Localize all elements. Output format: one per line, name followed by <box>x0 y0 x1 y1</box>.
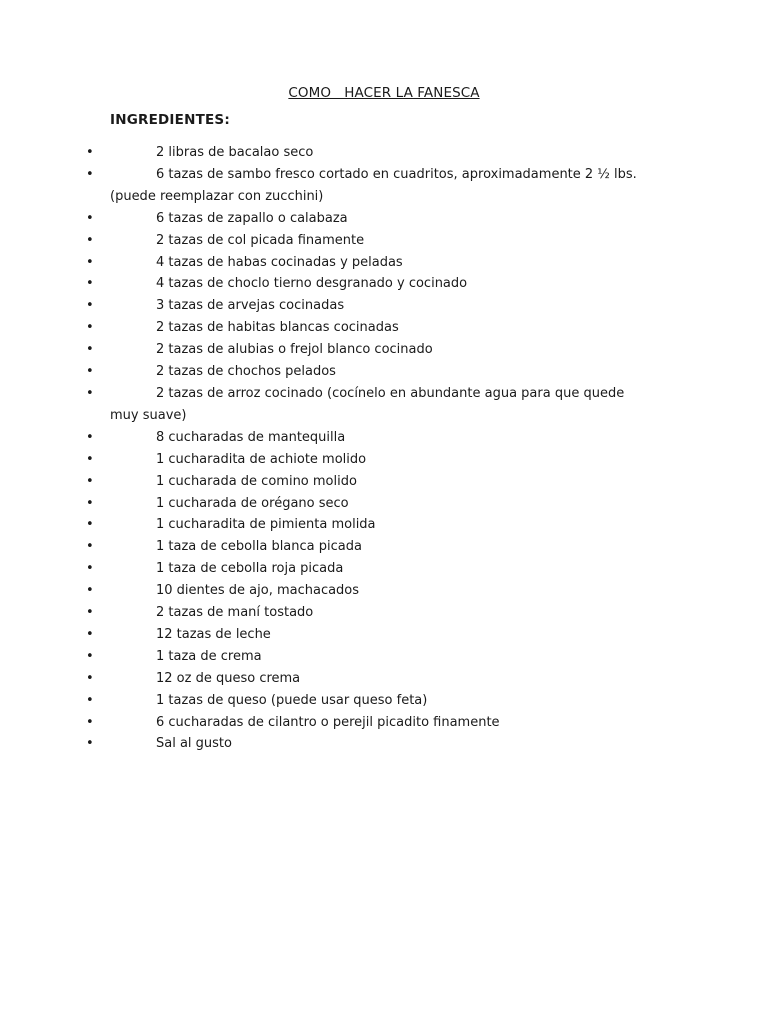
bullet-icon: • <box>86 254 94 270</box>
ingredients-heading: INGREDIENTES: <box>110 112 230 128</box>
ingredient-item <box>0 668 768 690</box>
ingredient-text: 6 tazas de zapallo o calabaza <box>156 210 348 226</box>
ingredient-text: 10 dientes de ajo, machacados <box>156 583 360 599</box>
ingredient-item <box>0 208 768 230</box>
ingredient-text: 12 oz de queso crema <box>156 670 301 686</box>
ingredient-item <box>0 646 768 668</box>
ingredient-text: 6 cucharadas de cilantro o perejil picadito finamente <box>156 714 500 730</box>
ingredient-item <box>0 712 768 734</box>
bullet-icon: • <box>86 232 94 248</box>
ingredient-text: 2 tazas de habitas blancas cocinadas <box>156 320 399 336</box>
ingredient-item <box>0 733 768 755</box>
bullet-icon: • <box>86 605 94 621</box>
bullet-icon: • <box>86 451 94 467</box>
ingredient-text: Sal al gusto <box>156 736 232 752</box>
ingredient-text: 2 tazas de col picada finamente <box>156 232 365 248</box>
ingredient-text: 1 taza de cebolla blanca picada <box>156 539 362 555</box>
ingredient-item <box>0 471 768 493</box>
ingredient-item <box>0 536 768 558</box>
ingredient-text: 4 tazas de choclo tierno desgranado y cocinado <box>156 276 468 292</box>
ingredient-item <box>0 273 768 295</box>
ingredient-item <box>0 252 768 274</box>
ingredient-text: 2 tazas de arroz cocinado (cocínelo en abundante agua para que quede muy suave) <box>110 385 625 423</box>
ingredient-list <box>0 142 768 755</box>
bullet-icon: • <box>86 364 94 380</box>
ingredient-text: 1 cucharada de comino molido <box>156 473 357 489</box>
bullet-icon: • <box>86 626 94 642</box>
ingredient-text: 2 tazas de maní tostado <box>156 605 314 621</box>
bullet-icon: • <box>86 714 94 730</box>
bullet-icon: • <box>86 210 94 226</box>
ingredient-text: 1 taza de cebolla roja picada <box>156 561 344 577</box>
ingredient-item <box>0 361 768 383</box>
bullet-icon: • <box>86 561 94 577</box>
bullet-icon: • <box>86 298 94 314</box>
bullet-icon: • <box>86 320 94 336</box>
ingredient-text: 2 tazas de alubias o frejol blanco cocinado <box>156 342 433 358</box>
document-title: COMO HACER LA FANESCA <box>288 85 480 101</box>
ingredient-item <box>0 449 768 471</box>
ingredient-item <box>0 295 768 317</box>
ingredient-item <box>0 339 768 361</box>
bullet-icon: • <box>86 670 94 686</box>
ingredient-item <box>0 580 768 602</box>
ingredient-text: 1 cucharadita de achiote molido <box>156 451 367 467</box>
ingredient-item <box>0 317 768 339</box>
ingredient-text: 1 cucharadita de pimienta molida <box>156 517 376 533</box>
ingredient-text: 1 taza de crema <box>156 648 262 664</box>
ingredient-text: 1 cucharada de orégano seco <box>156 495 349 511</box>
ingredient-item <box>0 164 768 208</box>
ingredient-item <box>0 690 768 712</box>
ingredient-item <box>0 383 768 427</box>
ingredient-item <box>0 514 768 536</box>
bullet-icon: • <box>86 583 94 599</box>
ingredient-item <box>0 493 768 515</box>
ingredient-item <box>0 230 768 252</box>
bullet-icon: • <box>86 166 94 182</box>
bullet-icon: • <box>86 342 94 358</box>
ingredient-item <box>0 602 768 624</box>
ingredient-text: 3 tazas de arvejas cocinadas <box>156 298 345 314</box>
ingredient-text: 6 tazas de sambo fresco cortado en cuadritos, aproximadamente 2 ½ lbs. (puede reemplazar con zucchini) <box>110 166 637 204</box>
ingredient-text: 4 tazas de habas cocinadas y peladas <box>156 254 403 270</box>
bullet-icon: • <box>86 648 94 664</box>
bullet-icon: • <box>86 385 94 401</box>
bullet-icon: • <box>86 539 94 555</box>
bullet-icon: • <box>86 692 94 708</box>
ingredient-text: 2 tazas de chochos pelados <box>156 364 336 380</box>
ingredient-text: 8 cucharadas de mantequilla <box>156 429 346 445</box>
bullet-icon: • <box>86 495 94 511</box>
ingredient-text: 2 libras de bacalao seco <box>156 145 314 160</box>
bullet-icon: • <box>86 473 94 489</box>
ingredient-item <box>0 624 768 646</box>
ingredient-text: 12 tazas de leche <box>156 626 271 642</box>
bullet-icon: • <box>86 517 94 533</box>
ingredient-item <box>0 558 768 580</box>
bullet-icon: • <box>86 429 94 445</box>
bullet-icon: • <box>86 736 94 752</box>
ingredient-item <box>0 427 768 449</box>
bullet-icon: • <box>86 276 94 292</box>
ingredient-text: 1 tazas de queso (puede usar queso feta) <box>156 692 428 708</box>
ingredient-item <box>0 142 768 164</box>
bullet-icon: • <box>86 145 94 160</box>
